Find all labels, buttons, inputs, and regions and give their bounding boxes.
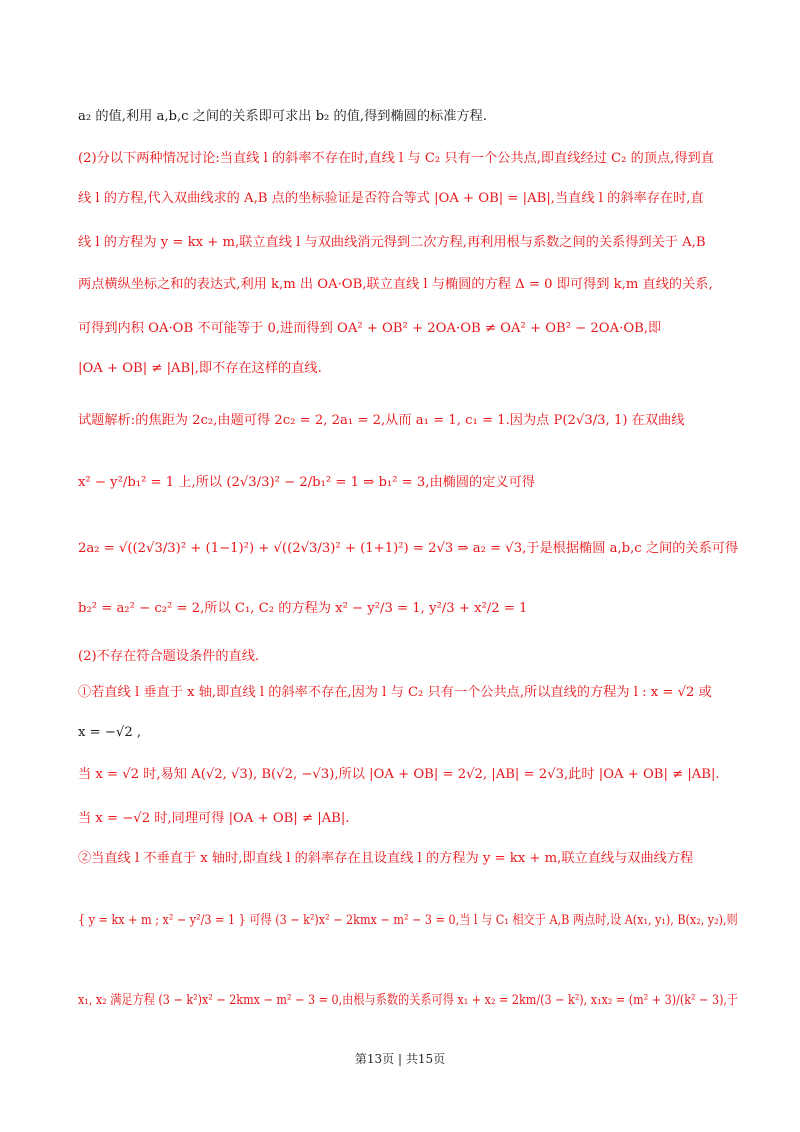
text-line-3: 线 l 的方程,代入双曲线求的 A,B 点的坐标验证是否符合等式 |OA + OB| = |AB|,当直线 l 的斜率存在时,直 — [78, 191, 704, 206]
page-footer: 第13页 | 共15页 — [354, 1052, 446, 1066]
text-line-17: ②当直线 l 不垂直于 x 轴时,即直线 l 的斜率存在且设直线 l 的方程为 y = kx + m,联立直线与双曲线方程 — [78, 851, 694, 866]
text-line-12: (2)不存在符合题设条件的直线. — [78, 649, 260, 664]
text-line-14: x = −√2 , — [78, 725, 142, 740]
text-line-1: a₂ 的值,利用 a,b,c 之间的关系即可求出 b₂ 的值,得到椭圆的标准方程. — [78, 109, 487, 124]
text-line-19: x₁, x₂ 满足方程 (3 − k²)x² − 2kmx − m² − 3 = 0,由根与系数的关系可得 x₁ + x₂ = 2km/(3 − k²), x₁x₂ = (m² + 3)/(k² − 3),于 — [78, 993, 739, 1008]
text-line-7: |OA + OB| ≠ |AB|,即不存在这样的直线. — [78, 361, 322, 376]
text-line-9: x² − y²/b₁² = 1 上,所以 (2√3/3)² − 2/b₁² = 1 ⇒ b₁² = 3,由椭圆的定义可得 — [78, 475, 535, 490]
text-line-4: 线 l 的方程为 y = kx + m,联立直线 l 与双曲线消元得到二次方程,再利用根与系数之间的关系得到关于 A,B — [78, 235, 706, 250]
text-line-2: (2)分以下两种情况讨论:当直线 l 的斜率不存在时,直线 l 与 C₂ 只有一个公共点,即直线经过 C₂ 的顶点,得到直 — [78, 151, 714, 166]
text-line-10: 2a₂ = √((2√3/3)² + (1−1)²) + √((2√3/3)² + (1+1)²) = 2√3 ⇒ a₂ = √3,于是根据椭圆 a,b,c 之间的关系可得 — [78, 541, 739, 556]
text-line-5: 两点横纵坐标之和的表达式,利用 k,m 出 OA·OB,联立直线 l 与椭圆的方程 Δ = 0 即可得到 k,m 直线的关系, — [78, 277, 713, 292]
text-line-18: { y = kx + m ; x² − y²/3 = 1 } 可得 (3 − k²)x² − 2kmx − m² − 3 = 0,当 l 与 C₁ 相交于 A,B 两点时,设 A(x₁, y₁), B(x₂, y₂),则 — [78, 913, 738, 928]
text-line-16: 当 x = −√2 时,同理可得 |OA + OB| ≠ |AB|. — [78, 811, 350, 826]
text-line-15: 当 x = √2 时,易知 A(√2, √3), B(√2, −√3),所以 |OA + OB| = 2√2, |AB| = 2√3,此时 |OA + OB| ≠ |AB|. — [78, 767, 720, 782]
text-line-11: b₂² = a₂² − c₂² = 2,所以 C₁, C₂ 的方程为 x² − y²/3 = 1, y²/3 + x²/2 = 1 — [78, 601, 528, 616]
text-line-6: 可得到内积 OA·OB 不可能等于 0,进而得到 OA² + OB² + 2OA·OB ≠ OA² + OB² − 2OA·OB,即 — [78, 321, 662, 336]
text-line-8: 试题解析:的焦距为 2c₂,由题可得 2c₂ = 2, 2a₁ = 2,从而 a₁ = 1, c₁ = 1.因为点 P(2√3/3, 1) 在双曲线 — [78, 413, 685, 428]
text-line-13: ①若直线 l 垂直于 x 轴,即直线 l 的斜率不存在,因为 l 与 C₂ 只有一个公共点,所以直线的方程为 l : x = √2 或 — [78, 685, 712, 700]
